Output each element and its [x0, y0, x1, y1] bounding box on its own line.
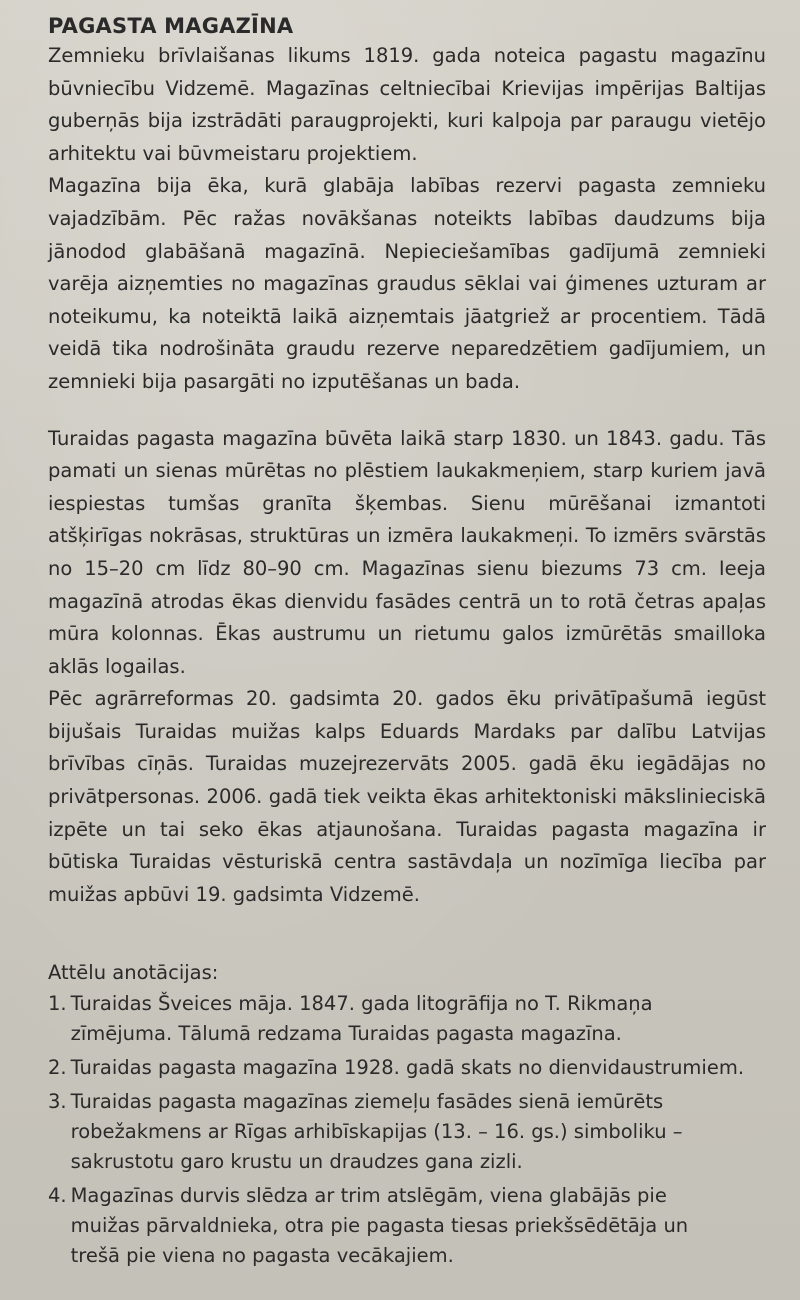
- caption-item: [48, 1181, 766, 1271]
- caption-list: [48, 989, 766, 1271]
- caption-text: Turaidas Šveices māja. 1847. gada litogrāfija no T. Rikmaņa zīmējuma. Tālumā redzama Turaidas pagasta magazīna.: [70, 992, 653, 1046]
- caption-text: Turaidas pagasta magazīnas ziemeļu fasādes sienā iemūrēts robežakmens ar Rīgas arhibīskapijas (13. – 16. gs.) simboliku – sakrustotu garo krustu un draudzes gana zizli.: [70, 1090, 683, 1174]
- paragraph-construction: Turaidas pagasta magazīna būvēta laikā starp 1830. un 1843. gadu. Tās pamati un sienas mūrētas no plēstiem laukakmeņiem, starp kuriem javā iespiestas tumšas granīta šķembas. Sienu mūrēšanai izmantoti atšķirīgas nokrāsas, struktūras un izmēra laukakmeņi. To izmērs svārstās no 15–20 cm līdz 80–90 cm. Magazīnas sienu biezums 73 cm. Ieeja magazīnā atrodas ēkas dienvidu fasādes centrā un to rotā četras apaļas mūra kolonnas. Ēkas austrumu un rietumu galos izmūrētās smailloka aklās logailas.: [48, 426, 766, 678]
- section-spacer: [48, 911, 766, 957]
- caption-number: 4.: [48, 1184, 67, 1208]
- page-title: PAGASTA MAGAZĪNA: [48, 14, 294, 38]
- captions-heading: Attēlu anotācijas:: [48, 961, 219, 985]
- caption-number: 1.: [48, 992, 67, 1016]
- paragraph-magazine-purpose: Magazīna bija ēka, kurā glabāja labības rezervi pagasta zemnieku vajadzībām. Pēc ražas novākšanas noteikts labības daudzums bija jānodod glabāšanā magazīnā. Nepieciešamības gadījumā zemnieki varēja aizņemties no magazīnas graudus sēklai vai ģimenes uzturam ar noteikumu, ka noteiktā laikā aizņemtais jāatgriež ar procentiem. Tādā veidā tika nodrošināta graudu rezerve neparedzētiem gadījumiem, un zemnieki bija pasargāti no izputēšanas un bada.: [48, 174, 766, 393]
- section-spacer: [48, 399, 766, 423]
- caption-item: [48, 1087, 766, 1177]
- caption-item: [48, 1053, 766, 1083]
- caption-number: 2.: [48, 1056, 67, 1080]
- paragraph-ownership-history: Pēc agrārreformas 20. gadsimta 20. gados ēku privātīpašumā iegūst bijušais Turaidas muižas kalps Eduards Mardaks par dalību Latvijas brīvības cīņās. Turaidas muzejrezervāts 2005. gadā ēku iegādājas no privātpersonas. 2006. gadā tiek veikta ēkas arhitektoniski mākslinieciskā izpēte un tai seko ēkas atjaunošana. Turaidas pagasta magazīna ir būtiska Turaidas vēsturiskā centra sastāvdaļa un nozīmīga liecība par muižas apbūvi 19. gadsimta Vidzemē.: [48, 687, 766, 906]
- paragraph-law-1819: Zemnieku brīvlaišanas likums 1819. gada noteica pagastu magazīnu būvniecību Vidzemē. Magazīnas celtniecībai Krievijas impērijas Baltijas guberņās bija izstrādāti paraugprojekti, kuri kalpoja par paraugu vietējo arhitektu vai būvmeistaru projektiem.: [48, 44, 766, 165]
- caption-number: 3.: [48, 1090, 67, 1114]
- caption-item: [48, 989, 766, 1049]
- caption-text: Magazīnas durvis slēdza ar trim atslēgām, viena glabājās pie muižas pārvaldnieka, otra pie pagasta tiesas priekšsēdētāja un trešā pie viena no pagasta vecākajiem.: [70, 1184, 689, 1268]
- caption-text: Turaidas pagasta magazīna 1928. gadā skats no dienvidaustrumiem.: [70, 1056, 745, 1080]
